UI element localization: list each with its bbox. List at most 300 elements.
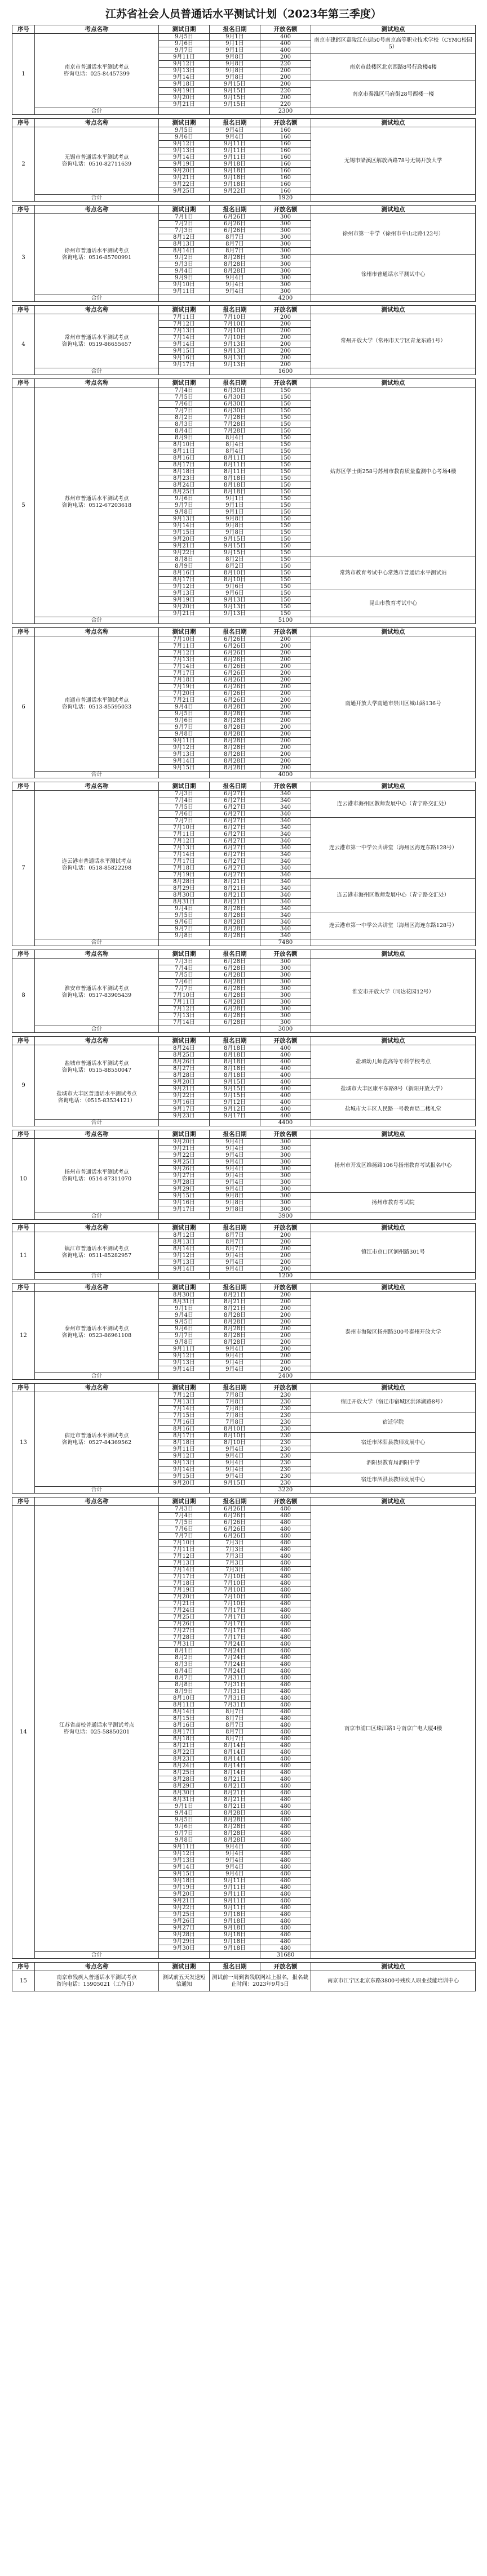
header-capacity: 开放名额	[260, 1037, 311, 1045]
table-header	[12, 306, 476, 314]
registration-date: 8月14日	[210, 1756, 260, 1763]
test-date: 7月18日	[159, 677, 210, 684]
capacity: 480	[260, 1702, 311, 1709]
registration-date: 8月7日	[210, 248, 260, 255]
registration-date: 8月14日	[210, 1749, 260, 1756]
test-date: 8月24日	[159, 1763, 210, 1770]
registration-date: 8月28日	[210, 255, 260, 261]
total-label: 合计	[35, 195, 159, 202]
test-date: 9月25日	[159, 1159, 210, 1166]
total-spacer-place	[311, 368, 476, 375]
total-label: 合计	[35, 368, 159, 375]
registration-date: 8月18日	[210, 1059, 260, 1066]
capacity: 340	[260, 899, 311, 906]
registration-date: 6月27日	[210, 852, 260, 858]
header-place: 测试地点	[311, 1283, 476, 1292]
table-header	[12, 1283, 476, 1292]
registration-date: 7月10日	[210, 314, 260, 321]
total-label: 合计	[35, 1373, 159, 1380]
capacity: 150	[260, 502, 311, 509]
capacity: 480	[260, 1540, 311, 1547]
registration-date: 7月17日	[210, 1607, 260, 1614]
registration-date: 8月21日	[210, 1790, 260, 1797]
test-date: 7月3日	[159, 1506, 210, 1513]
test-date: 9月6日	[159, 134, 210, 141]
capacity: 480	[260, 1803, 311, 1810]
test-date: 7月20日	[159, 690, 210, 697]
total-label: 合计	[35, 108, 159, 115]
registration-date: 6月26日	[210, 214, 260, 221]
total-label: 合计	[35, 1487, 159, 1494]
test-date: 7月5日	[159, 972, 210, 979]
capacity: 150	[260, 604, 311, 610]
header-capacity: 开放名额	[260, 1130, 311, 1139]
capacity: 160	[260, 181, 311, 188]
capacity: 480	[260, 1911, 311, 1918]
center-name: 江苏省高校普通话水平测试考点	[59, 1722, 134, 1728]
table-row	[12, 1139, 476, 1146]
test-date: 9月6日	[159, 1824, 210, 1830]
capacity: 230	[260, 1392, 311, 1399]
test-date: 9月20日	[159, 168, 210, 175]
test-date: 7月10日	[159, 1540, 210, 1547]
registration-date: 8月28日	[210, 751, 260, 758]
total-capacity: 1600	[260, 368, 311, 375]
capacity: 340	[260, 933, 311, 939]
test-location: 徐州市普通话水平测试中心	[311, 255, 476, 295]
test-date: 9月7日	[159, 724, 210, 731]
capacity: 220	[260, 101, 311, 108]
test-date: 8月28日	[159, 1776, 210, 1783]
test-date: 7月5日	[159, 804, 210, 811]
header-reg: 报名日期	[210, 306, 260, 314]
total-spacer-place	[311, 1120, 476, 1126]
test-date: 9月3日	[159, 261, 210, 268]
total-row	[12, 1487, 476, 1494]
test-date: 9月11日	[159, 1446, 210, 1453]
registration-date: 8月28日	[210, 711, 260, 717]
registration-date: 7月8日	[210, 1412, 260, 1419]
capacity: 300	[260, 241, 311, 248]
capacity: 150	[260, 401, 311, 408]
registration-date: 6月26日	[210, 636, 260, 643]
header-place: 测试地点	[311, 25, 476, 34]
capacity: 480	[260, 1837, 311, 1844]
registration-date: 9月4日	[210, 1467, 260, 1473]
total-spacer-place	[311, 939, 476, 946]
registration-date: 9月13日	[210, 610, 260, 617]
capacity: 300	[260, 1173, 311, 1179]
test-date: 9月16日	[159, 1099, 210, 1106]
registration-date: 8月21日	[210, 899, 260, 906]
total-label: 合计	[35, 1952, 159, 1959]
registration-date: 6月30日	[210, 408, 260, 415]
total-spacer-place	[311, 1026, 476, 1033]
total-spacer-date	[159, 1373, 210, 1380]
test-date: 7月11日	[159, 831, 210, 838]
test-center	[35, 791, 159, 939]
center-name: 南京市残疾人普通话水平测试考点	[56, 1974, 137, 1981]
header-center: 考点名称	[35, 206, 159, 214]
center-phone: 咨询电话：025-58850201	[63, 1728, 130, 1735]
registration-date: 8月28日	[210, 926, 260, 933]
test-date: 9月11日	[159, 1346, 210, 1353]
registration-date: 7月24日	[210, 1648, 260, 1655]
total-row	[12, 939, 476, 946]
registration-date: 9月8日	[210, 523, 260, 529]
test-date: 9月22日	[159, 1152, 210, 1159]
test-date: 7月1日	[159, 214, 210, 221]
test-center	[35, 214, 159, 295]
registration-date: 6月28日	[210, 986, 260, 992]
test-date: 7月14日	[159, 1406, 210, 1412]
test-date: 7月20日	[159, 1594, 210, 1601]
total-capacity: 3900	[260, 1213, 311, 1220]
capacity: 220	[260, 61, 311, 68]
registration-date: 9月15日	[210, 1093, 260, 1099]
capacity: 400	[260, 47, 311, 54]
row-number: 7	[12, 791, 35, 946]
test-date: 9月11日	[159, 54, 210, 61]
registration-date: 6月26日	[210, 663, 260, 670]
test-date: 9月4日	[159, 906, 210, 912]
test-date: 8月25日	[159, 489, 210, 496]
test-date: 9月12日	[159, 1851, 210, 1857]
capacity: 300	[260, 234, 311, 241]
capacity: 480	[260, 1844, 311, 1851]
total-spacer-place	[311, 195, 476, 202]
registration-date: 8月10日	[210, 1439, 260, 1446]
registration-date: 9月15日	[210, 101, 260, 108]
capacity: 160	[260, 134, 311, 141]
capacity: 200	[260, 348, 311, 355]
test-date: 9月15日	[159, 765, 210, 772]
test-date: 7月12日	[159, 650, 210, 657]
test-date: 9月6日	[159, 919, 210, 926]
registration-date: 6月26日	[210, 690, 260, 697]
registration-date: 6月27日	[210, 838, 260, 845]
header-center: 考点名称	[35, 1384, 159, 1392]
registration-date: 9月18日	[210, 1932, 260, 1938]
header-date: 测试日期	[159, 206, 210, 214]
test-date: 9月23日	[159, 1113, 210, 1120]
capacity: 480	[260, 1628, 311, 1634]
center-phone: 咨询电话：025-84457399	[63, 70, 130, 77]
test-location: 淮安市开放大学（同达花园12号）	[311, 959, 476, 1026]
registration-date: 7月24日	[210, 1668, 260, 1675]
test-date: 8月29日	[159, 885, 210, 892]
registration-date: 7月24日	[210, 1655, 260, 1661]
test-date: 9月19日	[159, 597, 210, 604]
table-row	[12, 636, 476, 643]
test-date: 9月8日	[159, 933, 210, 939]
total-spacer-reg	[210, 108, 260, 115]
capacity: 160	[260, 154, 311, 161]
capacity: 160	[260, 148, 311, 154]
registration-date: 9月12日	[210, 1106, 260, 1113]
test-location: 泰州市海陵区扬州路300号泰州开放大学	[311, 1292, 476, 1373]
header-reg: 报名日期	[210, 379, 260, 387]
registration-date: 9月11日	[210, 1898, 260, 1905]
header-no: 序号	[12, 1224, 35, 1232]
test-date: 7月28日	[159, 1634, 210, 1641]
capacity: 480	[260, 1736, 311, 1742]
registration-date: 8月28日	[210, 1326, 260, 1332]
total-row	[12, 617, 476, 624]
total-row	[12, 1213, 476, 1220]
total-label: 合计	[35, 617, 159, 624]
test-date: 7月13日	[159, 657, 210, 663]
total-spacer-reg	[210, 1213, 260, 1220]
capacity: 230	[260, 1453, 311, 1460]
capacity: 480	[260, 1851, 311, 1857]
table-header	[12, 628, 476, 636]
registration-date: 6月27日	[210, 858, 260, 865]
registration-date: 7月28日	[210, 415, 260, 421]
registration-date: 9月4日	[210, 1353, 260, 1360]
header-reg: 报名日期	[210, 782, 260, 791]
capacity: 150	[260, 610, 311, 617]
total-spacer-reg	[210, 617, 260, 624]
total-spacer-reg	[210, 1120, 260, 1126]
test-date: 9月25日	[159, 188, 210, 195]
plan-tables	[0, 25, 487, 1991]
registration-date: 8月21日	[210, 879, 260, 885]
capacity: 400	[260, 1059, 311, 1066]
registration-date: 9月15日	[210, 536, 260, 543]
schedule-table-10	[12, 1130, 476, 1220]
total-capacity: 3220	[260, 1487, 311, 1494]
total-label: 合计	[35, 1120, 159, 1126]
total-spacer-reg	[210, 295, 260, 302]
test-date: 9月27日	[159, 1925, 210, 1932]
test-location: 盐城幼儿师范高等专科学校考点	[311, 1045, 476, 1079]
registration-date: 9月8日	[210, 54, 260, 61]
total-capacity: 4000	[260, 772, 311, 778]
registration-date: 6月27日	[210, 865, 260, 872]
registration-date: 6月26日	[210, 684, 260, 690]
row-number: 14	[12, 1506, 35, 1959]
registration-date: 9月18日	[210, 1911, 260, 1918]
capacity: 200	[260, 738, 311, 745]
test-date: 9月15日	[159, 529, 210, 536]
capacity: 480	[260, 1776, 311, 1783]
table-row	[12, 1506, 476, 1513]
header-reg: 报名日期	[210, 1384, 260, 1392]
header-reg: 报名日期	[210, 25, 260, 34]
total-row	[12, 368, 476, 375]
test-center	[35, 1139, 159, 1213]
center-phone: 咨询电话：0510-82711639	[61, 161, 132, 167]
test-date: 7月19日	[159, 872, 210, 879]
test-location: 连云港市第一中学公共讲堂（海州区海连东路128号）	[311, 912, 476, 939]
test-date: 9月15日	[159, 1473, 210, 1480]
test-date: 9月27日	[159, 1173, 210, 1179]
table-row	[12, 387, 476, 394]
center-name: 宿迁市普通话水平测试考点	[64, 1432, 129, 1439]
capacity: 160	[260, 168, 311, 175]
table-row	[12, 791, 476, 797]
capacity: 480	[260, 1857, 311, 1864]
header-no: 序号	[12, 25, 35, 34]
capacity: 480	[260, 1594, 311, 1601]
registration-date: 8月21日	[210, 1292, 260, 1299]
total-spacer-place	[311, 1373, 476, 1380]
test-date: 8月17日	[159, 462, 210, 469]
test-date: 9月14日	[159, 154, 210, 161]
center-phone: 咨询电话：0512-67203618	[61, 502, 132, 509]
registration-date: 7月3日	[210, 1567, 260, 1574]
table-header	[12, 25, 476, 34]
registration-date: 9月11日	[210, 1891, 260, 1898]
test-date: 7月12日	[159, 838, 210, 845]
registration-date: 7月10日	[210, 328, 260, 335]
capacity: 480	[260, 1587, 311, 1594]
capacity: 300	[260, 979, 311, 986]
registration-date: 9月18日	[210, 1918, 260, 1925]
test-date: 8月8日	[159, 556, 210, 563]
total-row	[12, 295, 476, 302]
test-date: 7月14日	[159, 1019, 210, 1026]
registration-date: 9月1日	[210, 47, 260, 54]
capacity: 230	[260, 1467, 311, 1473]
header-no: 序号	[12, 119, 35, 127]
header-place: 测试地点	[311, 950, 476, 959]
test-date: 7月19日	[159, 1587, 210, 1594]
capacity: 150	[260, 570, 311, 577]
test-date: 7月7日	[159, 408, 210, 415]
capacity: 200	[260, 1366, 311, 1373]
test-location: 徐州市第一中学（徐州市中山北路122号）	[311, 214, 476, 255]
test-date: 8月14日	[159, 1246, 210, 1253]
capacity: 150	[260, 563, 311, 570]
test-date: 9月20日	[159, 1139, 210, 1146]
capacity: 150	[260, 428, 311, 435]
capacity: 200	[260, 758, 311, 765]
total-capacity: 31680	[260, 1952, 311, 1959]
table-header	[12, 1498, 476, 1506]
registration-date: 6月26日	[210, 650, 260, 657]
center-phone-2: 咨询电话：（0515-83534121）	[57, 1097, 136, 1104]
capacity: 340	[260, 831, 311, 838]
registration-date: 8月28日	[210, 1817, 260, 1824]
registration-date: 7月8日	[210, 1399, 260, 1406]
registration-date: 8月28日	[210, 906, 260, 912]
test-date: 9月12日	[159, 583, 210, 590]
registration-date: 8月28日	[210, 912, 260, 919]
registration-date: 9月4日	[210, 1152, 260, 1159]
total-spacer-place	[311, 617, 476, 624]
test-date: 7月13日	[159, 1399, 210, 1406]
total-spacer-place	[311, 1952, 476, 1959]
registration-date: 9月15日	[210, 543, 260, 550]
test-center	[35, 636, 159, 772]
test-date: 9月22日	[159, 550, 210, 556]
total-spacer-place	[311, 108, 476, 115]
test-date: 7月16日	[159, 1419, 210, 1426]
test-date: 7月11日	[159, 643, 210, 650]
test-location: 昆山市教育考试中心	[311, 590, 476, 617]
header-no: 序号	[12, 1384, 35, 1392]
test-date: 9月21日	[159, 610, 210, 617]
header-center: 考点名称	[35, 1283, 159, 1292]
registration-date: 8月28日	[210, 724, 260, 731]
test-date: 9月13日	[159, 751, 210, 758]
header-no: 序号	[12, 206, 35, 214]
test-date: 9月6日	[159, 41, 210, 47]
capacity: 480	[260, 1661, 311, 1668]
registration-date: 6月26日	[210, 1533, 260, 1540]
header-reg: 报名日期	[210, 1224, 260, 1232]
registration-date: 7月3日	[210, 1540, 260, 1547]
registration-date: 9月4日	[210, 1173, 260, 1179]
capacity: 300	[260, 1152, 311, 1159]
test-date: 8月25日	[159, 1052, 210, 1059]
test-date: 9月5日	[159, 711, 210, 717]
capacity: 230	[260, 1412, 311, 1419]
registration-date: 8月14日	[210, 1770, 260, 1776]
registration-date: 6月27日	[210, 872, 260, 879]
registration-date: 7月28日	[210, 421, 260, 428]
capacity: 200	[260, 362, 311, 368]
registration-date: 8月14日	[210, 1742, 260, 1749]
capacity: 200	[260, 1326, 311, 1332]
capacity: 200	[260, 81, 311, 88]
registration-date: 8月18日	[210, 1066, 260, 1072]
table-row	[12, 1232, 476, 1239]
test-date: 9月19日	[159, 161, 210, 168]
test-location: 南京市江宁区北京东路3800号残疾人职业技能培训中心	[311, 1971, 476, 1991]
header-place: 测试地点	[311, 1498, 476, 1506]
capacity: 480	[260, 1567, 311, 1574]
test-date: 8月24日	[159, 482, 210, 489]
capacity: 230	[260, 1433, 311, 1439]
registration-date: 6月28日	[210, 1019, 260, 1026]
registration-date: 7月17日	[210, 1634, 260, 1641]
test-date: 8月7日	[159, 1675, 210, 1682]
registration-date: 9月18日	[210, 168, 260, 175]
table-row	[12, 1971, 476, 1991]
capacity: 480	[260, 1871, 311, 1878]
header-no: 序号	[12, 1283, 35, 1292]
total-label: 合计	[35, 1273, 159, 1280]
test-date: 7月18日	[159, 1580, 210, 1587]
registration-date: 8月28日	[210, 717, 260, 724]
registration-date: 8月18日	[210, 1045, 260, 1052]
test-date: 8月31日	[159, 1299, 210, 1305]
test-date: 7月21日	[159, 1601, 210, 1607]
test-date: 9月9日	[159, 275, 210, 282]
schedule-table-3	[12, 205, 476, 302]
test-date: 8月4日	[159, 1668, 210, 1675]
registration-date: 6月27日	[210, 818, 260, 825]
center-name: 常州市普通话水平测试考点	[64, 334, 129, 341]
header-no: 序号	[12, 628, 35, 636]
test-date: 7月12日	[159, 321, 210, 328]
test-date: 7月4日	[159, 797, 210, 804]
registration-date: 9月4日	[210, 1460, 260, 1467]
registration-date: 6月28日	[210, 1006, 260, 1013]
center-name: 连云港市普通话水平测试考点	[61, 858, 132, 864]
center-phone: 咨询电话：0513-85595033	[61, 703, 132, 710]
capacity: 200	[260, 636, 311, 643]
capacity: 150	[260, 550, 311, 556]
header-no: 序号	[12, 306, 35, 314]
registration-date: 9月17日	[210, 1113, 260, 1120]
registration-date: 9月15日	[210, 550, 260, 556]
registration-date: 8月28日	[210, 1312, 260, 1319]
registration-date: 9月18日	[210, 175, 260, 181]
